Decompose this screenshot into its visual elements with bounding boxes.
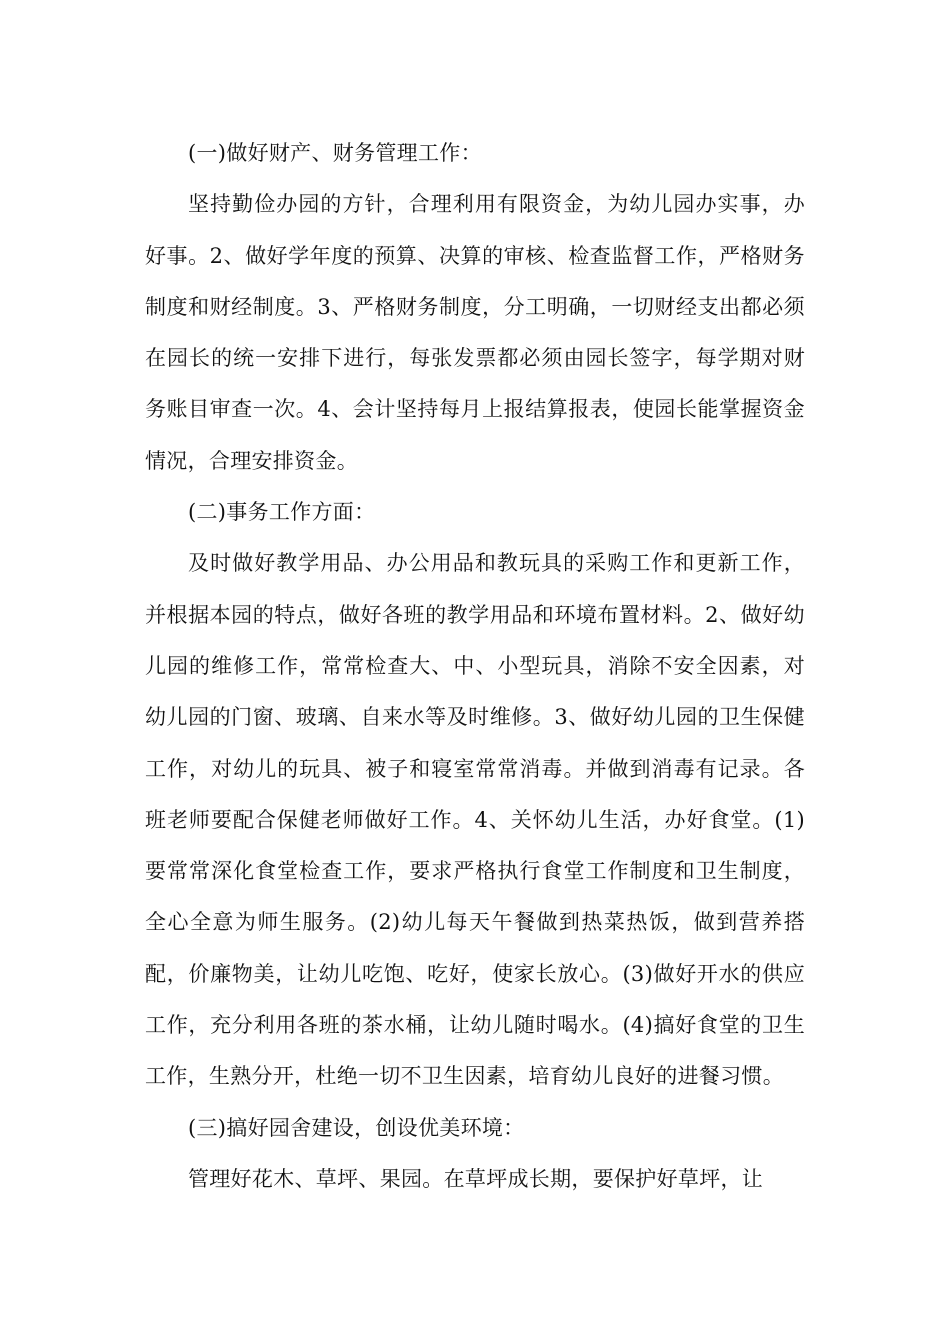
section-2-heading: (二)事务工作方面： [188, 500, 376, 525]
section-1-body: 坚持勤俭办园的方针，合理利用有限资金，为幼儿园办实事，办好事。2、做好学年度的预算、决算的审核、检查监督工作，严格财务制度和财经制度。3、严格财务制度，分工明确，一切财经支出都必须在园长的统一安排下进行，每张发票都必须由园长签字，每学期对财务账目审查一次。4、会计坚持每月上报结算报表，使园长能掌握资金情况，合理安排资金。 [145, 192, 805, 473]
section-2-body: 及时做好教学用品、办公用品和教玩具的采购工作和更新工作，并根据本园的特点，做好各班的教学用品和环境布置材料。2、做好幼儿园的维修工作，常常检查大、中、小型玩具，消除不安全因素，对幼儿园的门窗、玻璃、自来水等及时维修。3、做好幼儿园的卫生保健工作，对幼儿的玩具、被子和寝室常常消毒。并做到消毒有记录。各班老师要配合保健老师做好工作。4、关怀幼儿生活，办好食堂。(1)要常常深化食堂检查工作，要求严格执行食堂工作制度和卫生制度，全心全意为师生服务。(2)幼儿每天午餐做到热菜热饭，做到营养搭配，价廉物美，让幼儿吃饱、吃好，使家长放心。(3)做好开水的供应工作，充分利用各班的茶水桶，让幼儿随时喝水。(4)搞好食堂的卫生工作，生熟分开，杜绝一切不卫生因素，培育幼儿良好的进餐习惯。 [145, 551, 805, 1089]
section-1-heading: (一)做好财产、财务管理工作： [188, 141, 482, 165]
document-page [145, 128, 805, 1205]
section-3-heading: (三)搞好园舍建设，创设优美环境： [188, 1115, 525, 1140]
section-3-body: 管理好花木、草坪、果园。在草坪成长期，要保护好草坪，让 [188, 1166, 764, 1191]
